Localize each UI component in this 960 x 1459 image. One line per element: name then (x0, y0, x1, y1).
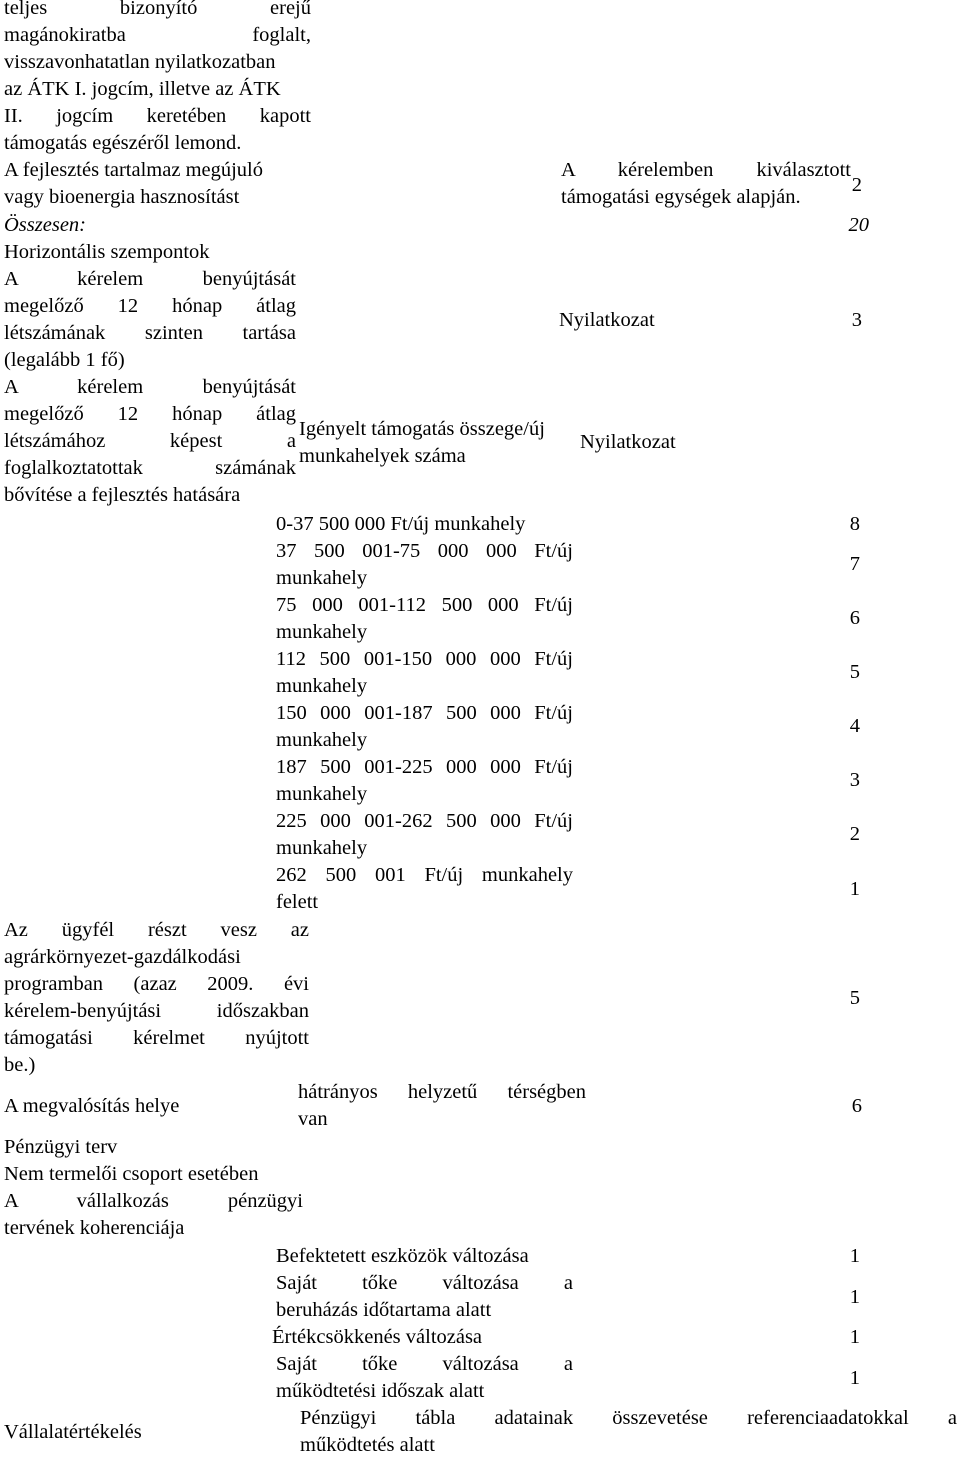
financial-item-label: Saját tőke változása a (276, 1353, 573, 1375)
band-score: 2 (849, 823, 860, 845)
financial-item-label: működtetési időszak alatt (276, 1380, 485, 1402)
headcount-grow-criterion: foglalkoztatottak számának (4, 457, 296, 479)
band-score: 1 (849, 878, 860, 900)
headcount-grow-subheader: munkahelyek száma (299, 445, 466, 467)
total-label: Összesen: (4, 214, 86, 236)
financial-item-label: Befektetett eszközök változása (276, 1245, 529, 1267)
band-score: 3 (849, 769, 860, 791)
agri-env-criterion: támogatási kérelmet nyújtott (4, 1027, 309, 1049)
valuation-criterion: Vállalatértékelés (4, 1421, 142, 1443)
headcount-grow-criterion: létszámához képest a (4, 430, 296, 452)
renewable-basis: A kérelemben kiválasztott (561, 159, 851, 181)
band-label: munkahely (276, 567, 368, 589)
band-label: munkahely (276, 729, 368, 751)
financial-item-score: 1 (849, 1286, 860, 1308)
financial-subheading: tervének koherenciája (4, 1217, 185, 1239)
headcount-keep-criterion: létszámának szinten tartása (4, 322, 296, 344)
band-score: 4 (849, 715, 860, 737)
band-label: 75 000 001-112 500 000 Ft/új (276, 594, 573, 616)
agri-env-criterion: programban (azaz 2009. évi (4, 973, 309, 995)
band-label: 112 500 001-150 000 000 Ft/új (276, 648, 573, 670)
band-label: munkahely (276, 621, 368, 643)
intro-line: visszavonhatatlan nyilatkozatban (4, 51, 276, 73)
band-label: munkahely (276, 675, 368, 697)
intro-line: magánokiratba foglalt, (4, 24, 311, 46)
band-label: 262 500 001 Ft/új munkahely (276, 864, 573, 886)
financial-heading: Pénzügyi terv (4, 1136, 118, 1158)
section-heading: Horizontális szempontok (4, 241, 210, 263)
band-label: 0-37 500 000 Ft/új munkahely (276, 513, 526, 535)
headcount-keep-criterion: (legalább 1 fő) (4, 349, 125, 371)
headcount-grow-subheader: Igényelt támogatás összege/új (299, 418, 545, 440)
headcount-grow-basis: Nyilatkozat (580, 431, 676, 453)
band-label: munkahely (276, 837, 368, 859)
agri-env-score: 5 (849, 987, 860, 1009)
band-label: felett (276, 891, 319, 913)
location-criterion: A megvalósítás helye (4, 1095, 180, 1117)
agri-env-criterion: be.) (4, 1054, 36, 1076)
intro-line: teljes bizonyító erejű (4, 0, 311, 19)
band-label: 225 000 001-262 500 000 Ft/új (276, 810, 573, 832)
financial-item-label: beruházás időtartama alatt (276, 1299, 492, 1321)
renewable-criterion: vagy bioenergia hasznosítást (4, 186, 240, 208)
agri-env-criterion: Az ügyfél részt vesz az (4, 919, 309, 941)
financial-item-label: Értékcsökkenés változása (272, 1326, 483, 1348)
band-label: munkahely (276, 783, 368, 805)
agri-env-criterion: kérelem-benyújtási időszakban (4, 1000, 309, 1022)
headcount-grow-criterion: megelőző 12 hónap átlag (4, 403, 296, 425)
renewable-basis: támogatási egységek alapján. (561, 186, 801, 208)
financial-item-score: 1 (849, 1367, 860, 1389)
location-detail: van (298, 1108, 328, 1130)
headcount-keep-criterion: A kérelem benyújtását (4, 268, 296, 290)
headcount-keep-score: 3 (851, 309, 862, 331)
band-label: 37 500 001-75 000 000 Ft/új (276, 540, 573, 562)
financial-item-score: 1 (849, 1326, 860, 1348)
renewable-score: 2 (851, 174, 862, 196)
financial-item-score: 1 (849, 1245, 860, 1267)
financial-subheading: Nem termelői csoport esetében (4, 1163, 259, 1185)
location-score: 6 (851, 1095, 862, 1117)
location-detail: hátrányos helyzetű térségben (298, 1081, 586, 1103)
agri-env-criterion: agrárkörnyezet-gazdálkodási (4, 946, 241, 968)
valuation-detail: Pénzügyi tábla adatainak összevetése referenciaadatokkal a (300, 1407, 957, 1429)
band-score: 8 (849, 513, 860, 535)
headcount-keep-basis: Nyilatkozat (559, 309, 655, 331)
headcount-keep-criterion: megelőző 12 hónap átlag (4, 295, 296, 317)
band-label: 150 000 001-187 500 000 Ft/új (276, 702, 573, 724)
band-label: 187 500 001-225 000 000 Ft/új (276, 756, 573, 778)
financial-subheading: A vállalkozás pénzügyi (4, 1190, 303, 1212)
headcount-grow-criterion: bővítése a fejlesztés hatására (4, 484, 241, 506)
renewable-criterion: A fejlesztés tartalmaz megújuló (4, 159, 264, 181)
intro-line: támogatás egészéről lemond. (4, 132, 242, 154)
intro-line: az ÁTK I. jogcím, illetve az ÁTK (4, 78, 281, 100)
band-score: 5 (849, 661, 860, 683)
valuation-detail: működtetés alatt (300, 1434, 435, 1456)
headcount-grow-criterion: A kérelem benyújtását (4, 376, 296, 398)
total-score: 20 (848, 214, 869, 236)
financial-item-label: Saját tőke változása a (276, 1272, 573, 1294)
band-score: 6 (849, 607, 860, 629)
intro-line: II. jogcím keretében kapott (4, 105, 311, 127)
band-score: 7 (849, 553, 860, 575)
